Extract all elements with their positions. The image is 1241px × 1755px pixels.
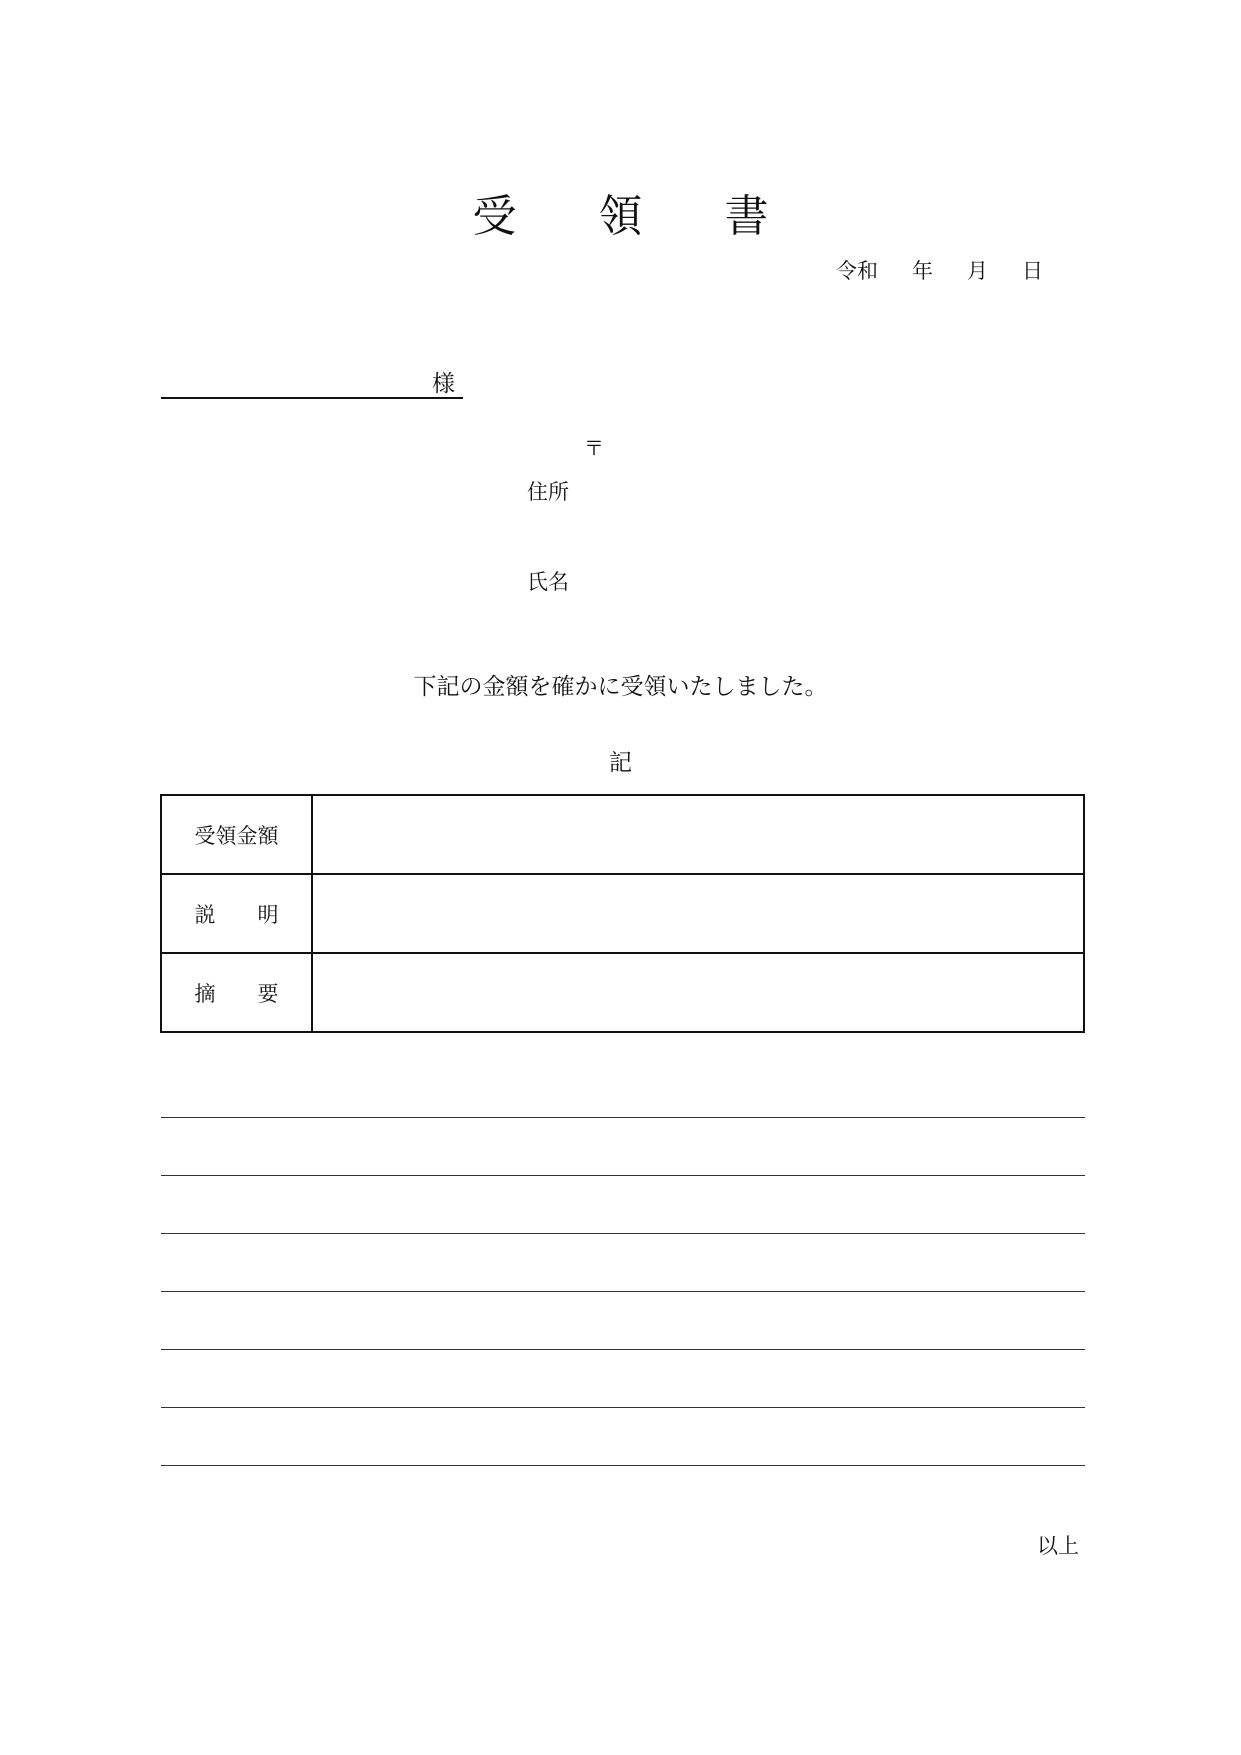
table-row — [161, 953, 1084, 1032]
date-day: 日 — [1022, 259, 1043, 283]
ruled-line[interactable] — [161, 1292, 1085, 1350]
row-label-summary: 摘 要 — [161, 953, 312, 1032]
addressee-line[interactable] — [161, 397, 463, 399]
receipt-statement: 下記の金額を確かに受領いたしました。 — [413, 674, 828, 700]
row-value-description[interactable] — [312, 874, 1084, 953]
row-value-amount[interactable] — [312, 795, 1084, 874]
table-row — [161, 874, 1084, 953]
date-month: 月 — [967, 259, 988, 283]
document-title: 受 領 書 — [472, 191, 803, 242]
address-label: 住所 — [527, 480, 569, 504]
addressee-suffix: 様 — [432, 371, 455, 397]
row-value-summary[interactable] — [312, 953, 1084, 1032]
closing-text: 以上 — [1037, 1534, 1079, 1558]
ruled-line[interactable] — [161, 1234, 1085, 1292]
date-line — [836, 255, 1043, 285]
date-era: 令和 — [836, 259, 878, 283]
row-label-amount: 受領金額 — [161, 795, 312, 874]
name-label: 氏名 — [527, 570, 569, 594]
row-label-description: 説 明 — [161, 874, 312, 953]
ki-heading: 記 — [609, 750, 632, 776]
table-row — [161, 795, 1084, 874]
date-year: 年 — [912, 259, 933, 283]
ruled-line[interactable] — [161, 1408, 1085, 1466]
ruled-lines — [161, 1117, 1085, 1466]
ruled-line[interactable] — [161, 1176, 1085, 1234]
ruled-line[interactable] — [161, 1118, 1085, 1176]
ruled-line[interactable] — [161, 1350, 1085, 1408]
postal-mark: 〒 — [584, 436, 604, 460]
receipt-table — [160, 794, 1085, 1033]
